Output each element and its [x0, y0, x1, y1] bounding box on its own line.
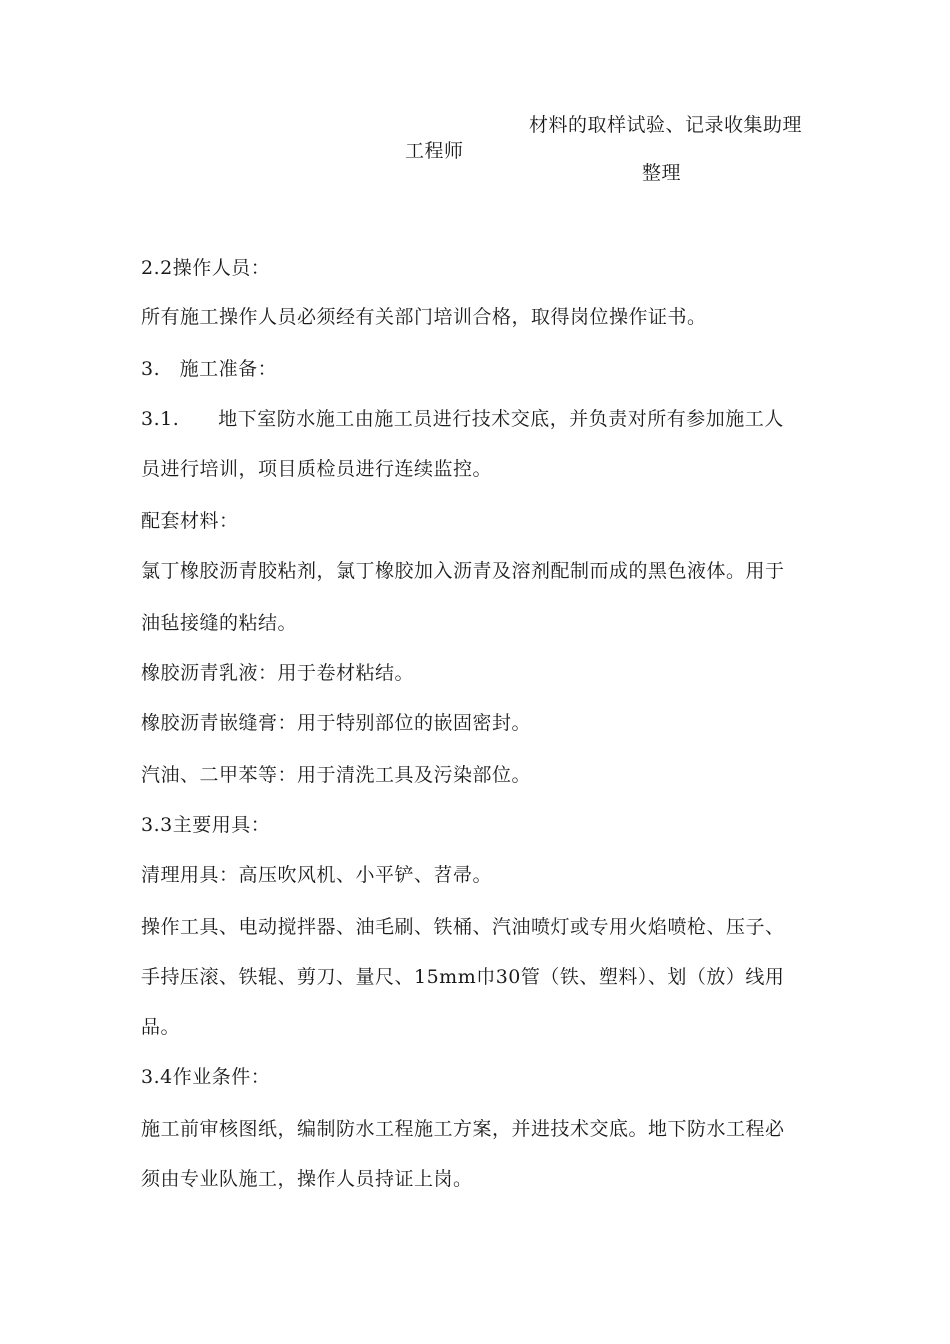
paragraph-line: 须由专业队施工，操作人员持证上岗。: [141, 1168, 473, 1190]
header-line-2: 工程师: [405, 140, 464, 162]
paragraph-line: 手持压滚、铁辊、剪刀、量尺、15mm巾30管（铁、塑料）、划（放）线用: [141, 966, 785, 988]
paragraph-line: 汽油、二甲苯等：用于清洗工具及污染部位。: [141, 764, 532, 786]
paragraph-line: 施工前审核图纸，编制防水工程施工方案，并进技术交底。地下防水工程必: [141, 1118, 785, 1140]
header-line-3: 整理: [642, 162, 682, 184]
paragraph-line: 橡胶沥青嵌缝膏：用于特别部位的嵌固密封。: [141, 712, 532, 734]
paragraph-line: 氯丁橡胶沥青胶粘剂，氯丁橡胶加入沥青及溶剂配制而成的黑色液体。用于: [141, 560, 785, 582]
section-heading-3: 3. 施工准备：: [141, 358, 278, 380]
paragraph-line: 橡胶沥青乳液：用于卷材粘结。: [141, 662, 415, 684]
section-heading-materials: 配套材料：: [141, 510, 239, 532]
paragraph-line: 清理用具：高压吹风机、小平铲、苕帚。: [141, 864, 493, 886]
paragraph-line: 3.1. 地下室防水施工由施工员进行技术交底，并负责对所有参加施工人: [141, 408, 784, 430]
section-heading-2-2: 2.2操作人员：: [141, 257, 271, 279]
section-heading-3-3: 3.3主要用具：: [141, 814, 271, 836]
paragraph-line: 操作工具、电动搅拌器、油毛刷、铁桶、汽油喷灯或专用火焰喷枪、压子、: [141, 916, 785, 938]
paragraph-line: 员进行培训，项目质检员进行连续监控。: [141, 458, 493, 480]
paragraph-line: 油毡接缝的粘结。: [141, 612, 298, 634]
section-heading-3-4: 3.4作业条件：: [141, 1066, 271, 1088]
paragraph-line: 所有施工操作人员必须经有关部门培训合格，取得岗位操作证书。: [141, 306, 707, 328]
header-line-1: 材料的取样试验、记录收集助理: [529, 114, 803, 136]
paragraph-line: 品。: [141, 1016, 181, 1038]
